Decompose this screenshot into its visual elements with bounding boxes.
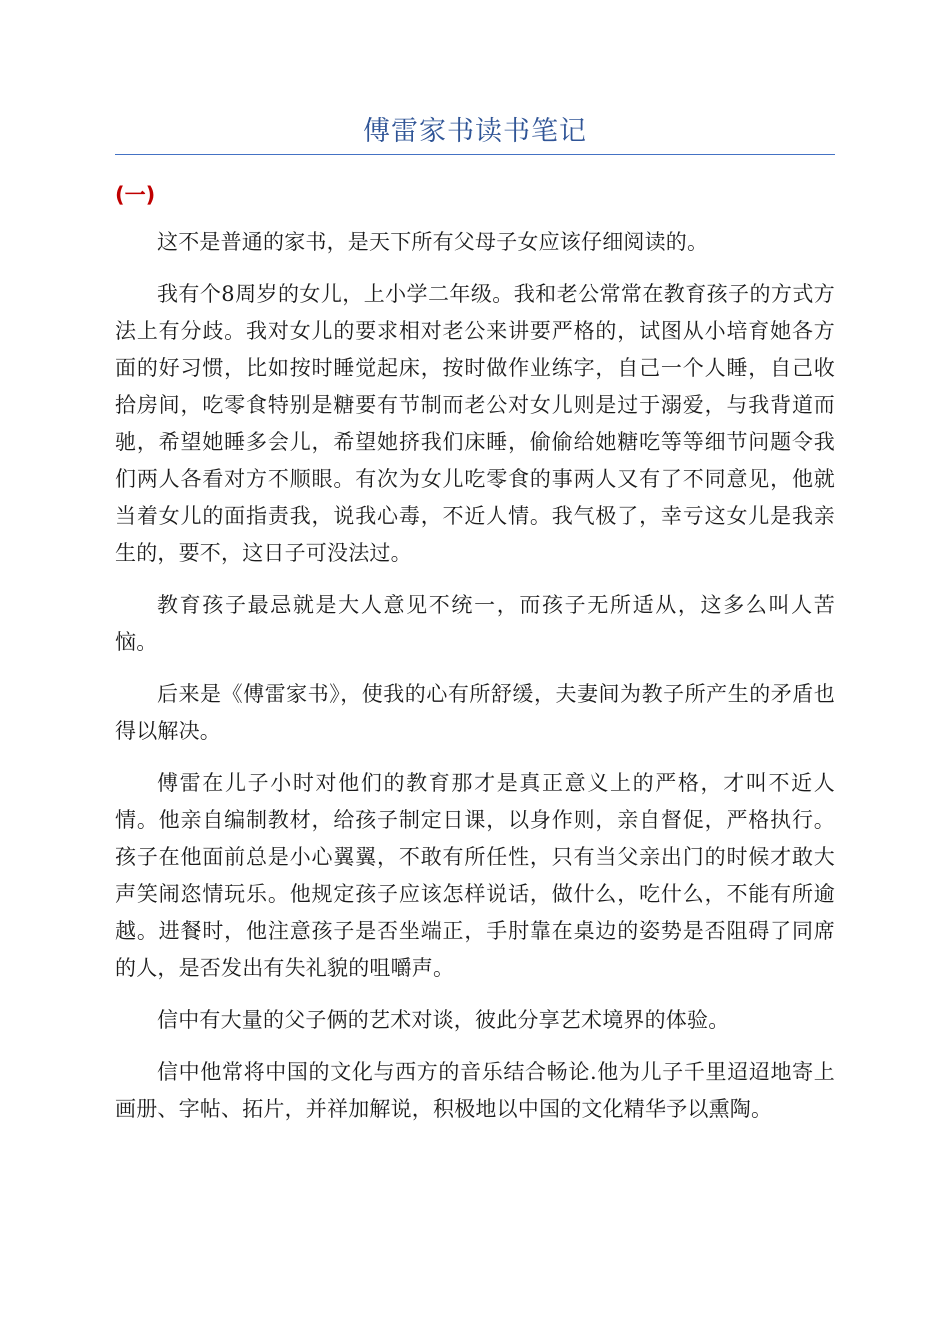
- paragraph: 教育孩子最忌就是大人意见不统一，而孩子无所适从，这多么叫人苦恼。: [115, 593, 835, 654]
- paragraph: 后来是《傅雷家书》，使我的心有所舒缓，夫妻间为教子所产生的矛盾也得以解决。: [115, 682, 835, 743]
- paragraph: 我有个8周岁的女儿，上小学二年级。我和老公常常在教育孩子的方式方法上有分歧。我对女儿的要求相对老公来讲要严格的，试图从小培育她各方面的好习惯，比如按时睡觉起床，按时做作业练字，自己一个人睡，自己收拾房间，吃零食特别是糖要有节制而老公对女儿则是过于溺爱，与我背道而驰，希望她睡多会儿，希望她挤我们床睡，偷偷给她糖吃等等细节问题令我们两人各看对方不顺眼。有次为女儿吃零食的事两人又有了不同意见，他就当着女儿的面指责我，说我心毒，不近人情。我气极了，幸亏这女儿是我亲生的，要不，这日子可没法过。: [115, 282, 835, 565]
- title-underline: [115, 154, 835, 155]
- section-heading: (一): [115, 183, 156, 207]
- paragraph: 信中他常将中国的文化与西方的音乐结合畅论.他为儿子千里迢迢地寄上画册、字帖、拓片，并祥加解说，积极地以中国的文化精华予以熏陶。: [115, 1060, 835, 1121]
- paragraph: 信中有大量的父子俩的艺术对谈，彼此分享艺术境界的体验。: [157, 1008, 730, 1032]
- body-text: [115, 224, 835, 1143]
- paragraph: 傅雷在儿子小时对他们的教育那才是真正意义上的严格，才叫不近人情。他亲自编制教材，给孩子制定日课，以身作则，亲自督促，严格执行。孩子在他面前总是小心翼翼，不敢有所任性，只有当父亲出门的时候才敢大声笑闹恣情玩乐。他规定孩子应该怎样说话，做什么，吃什么，不能有所逾越。进餐时，他注意孩子是否坐端正，手肘靠在桌边的姿势是否阻碍了同席的人，是否发出有失礼貌的咀嚼声。: [115, 771, 835, 980]
- paragraph: 这不是普通的家书，是天下所有父母子女应该仔细阅读的。: [157, 230, 709, 254]
- page-title: 傅雷家书读书笔记: [363, 116, 587, 147]
